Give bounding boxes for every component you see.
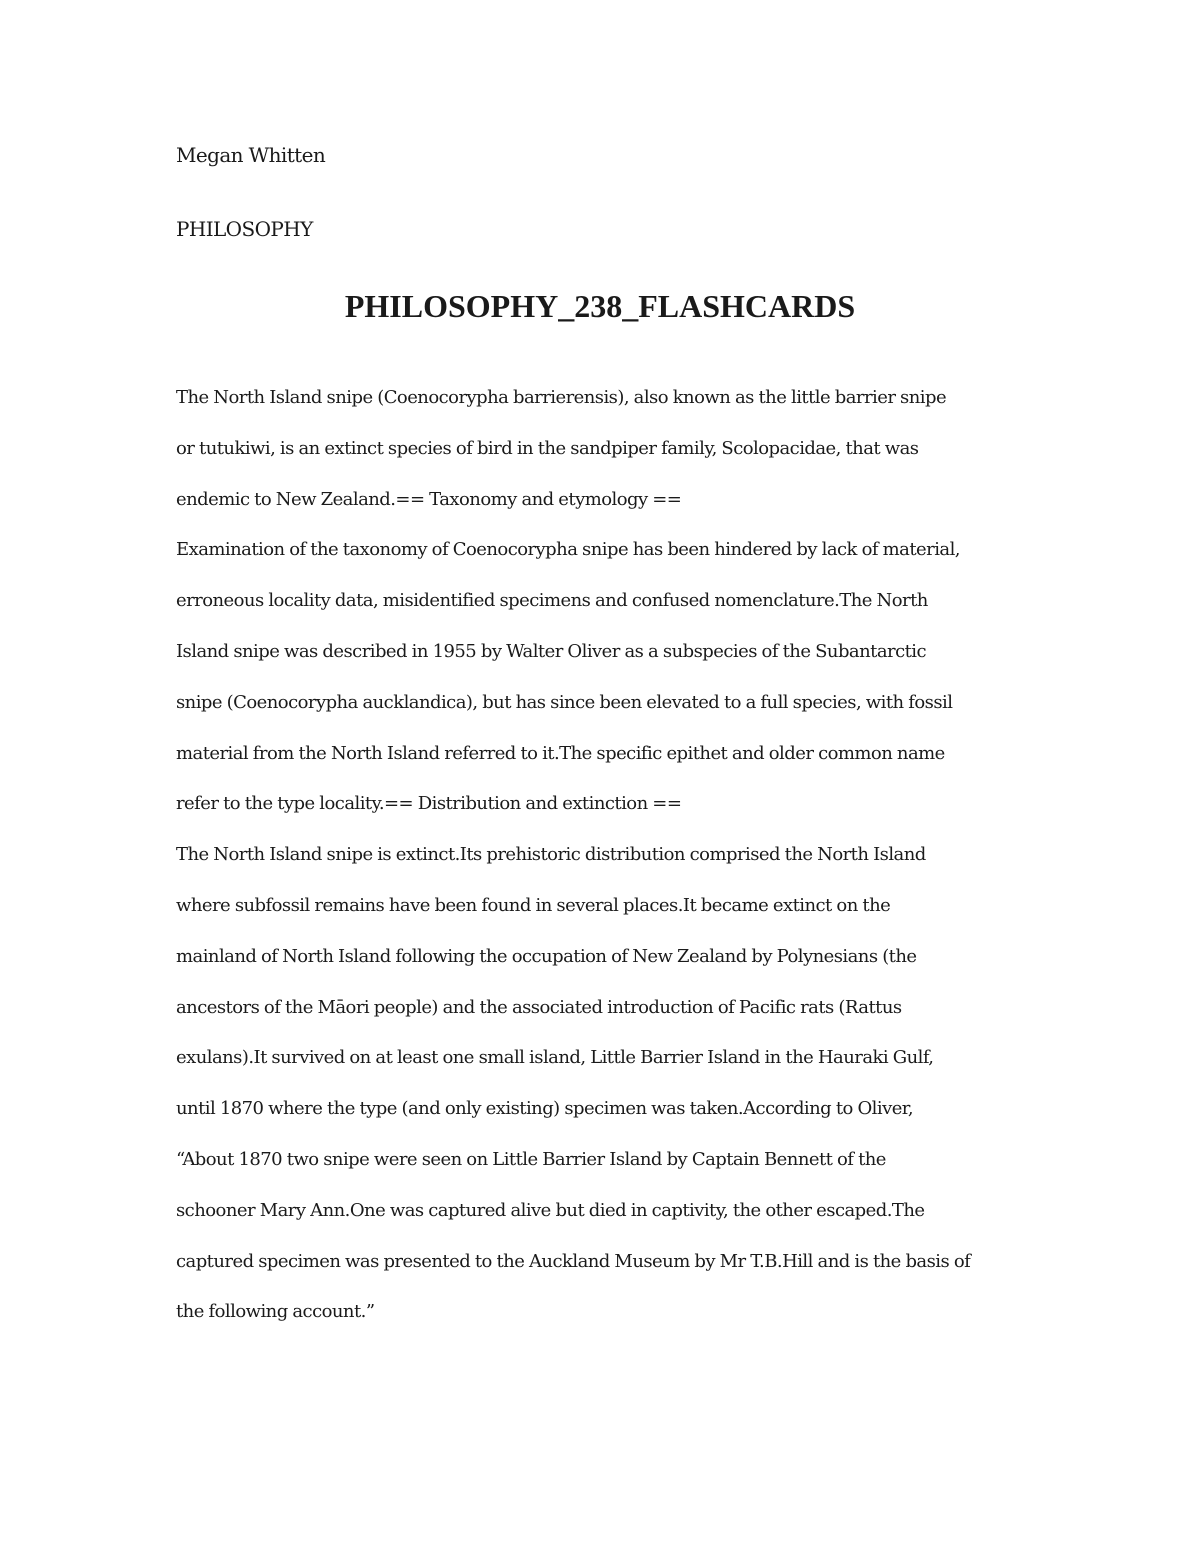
body-line: material from the North Island referred to it.The specific epithet and older common name (176, 742, 945, 764)
body-line: the following account.” (176, 1301, 375, 1323)
body-line: endemic to New Zealand.== Taxonomy and etymology == (176, 488, 682, 510)
author-name: Megan Whitten (176, 143, 326, 167)
body-line: where subfossil remains have been found in several places.It became extinct on the (176, 894, 891, 916)
body-line: ancestors of the Māori people) and the associated introduction of Pacific rats (Rattus (176, 996, 902, 1018)
course-name: PHILOSOPHY (176, 217, 313, 241)
body-line: The North Island snipe is extinct.Its prehistoric distribution comprised the North Island (176, 844, 926, 866)
body-line: Examination of the taxonomy of Coenocorypha snipe has been hindered by lack of material, (176, 539, 960, 561)
body-line: captured specimen was presented to the Auckland Museum by Mr T.B.Hill and is the basis of (176, 1250, 971, 1272)
document-title: PHILOSOPHY_238_FLASHCARDS (344, 288, 856, 324)
body-line: exulans).It survived on at least one small island, Little Barrier Island in the Hauraki Gulf, (176, 1047, 934, 1069)
body-line: The North Island snipe (Coenocorypha barrierensis), also known as the little barrier snipe (176, 387, 947, 408)
body-line: snipe (Coenocorypha aucklandica), but has since been elevated to a full species, with fossil (176, 691, 953, 713)
body-line: “About 1870 two snipe were seen on Little Barrier Island by Captain Bennett of the (176, 1148, 886, 1170)
body-line: until 1870 where the type (and only existing) specimen was taken.According to Oliver, (176, 1098, 914, 1120)
body-line: mainland of North Island following the occupation of New Zealand by Polynesians (the (176, 945, 917, 967)
body-line: Island snipe was described in 1955 by Walter Oliver as a subspecies of the Subantarctic (176, 640, 927, 662)
body-line: or tutukiwi, is an extinct species of bird in the sandpiper family, Scolopacidae, that was (176, 437, 919, 459)
body-text (176, 382, 1036, 1347)
body-line: schooner Mary Ann.One was captured alive but died in captivity, the other escaped.The (176, 1199, 925, 1221)
body-line: refer to the type locality.== Distribution and extinction == (176, 793, 682, 815)
body-line: erroneous locality data, misidentified specimens and confused nomenclature.The North (176, 590, 928, 612)
